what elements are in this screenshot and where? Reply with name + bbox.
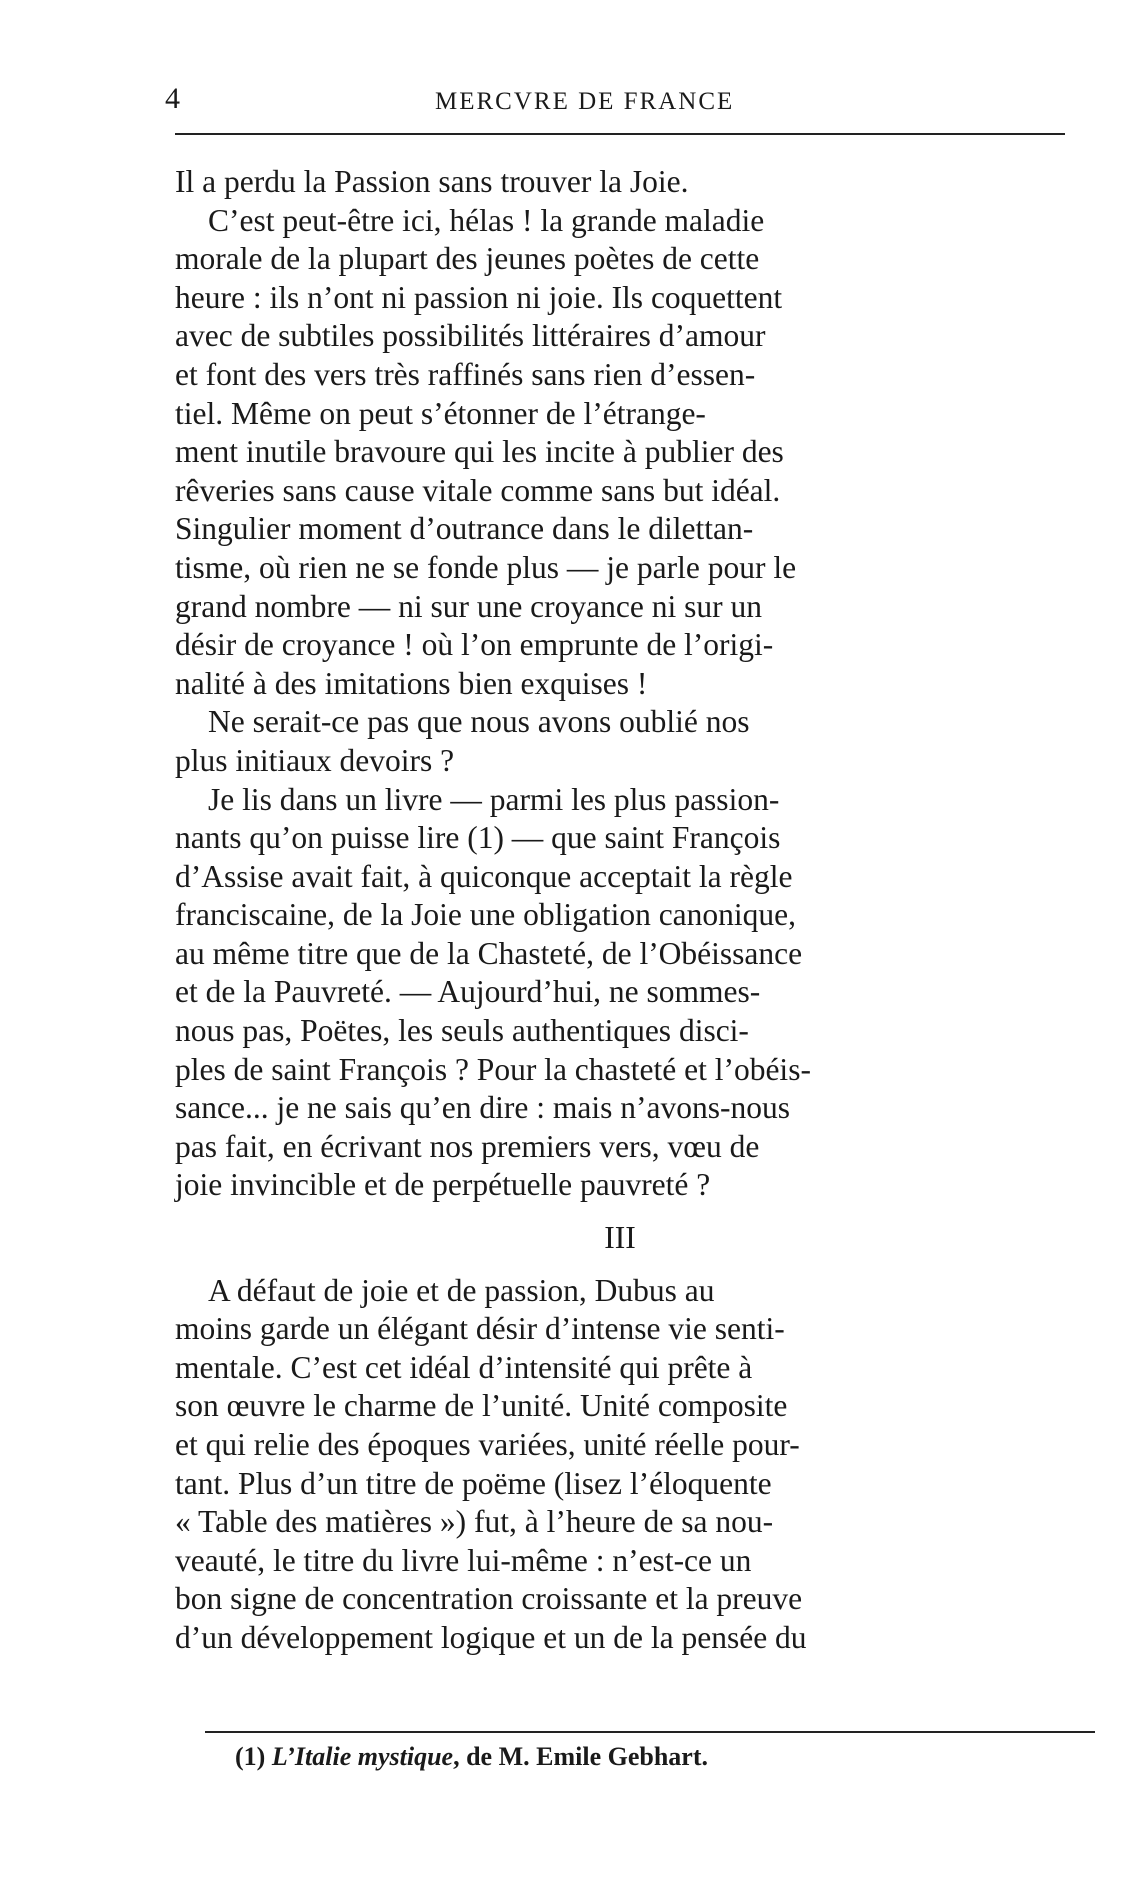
text-line: son œuvre le charme de l’unité. Unité composite bbox=[175, 1388, 788, 1424]
text-line: Il a perdu la Passion sans trouver la Joie. bbox=[175, 164, 689, 199]
footnote-text: , de M. Emile Gebhart. bbox=[453, 1742, 709, 1771]
text-line: pas fait, en écrivant nos premiers vers, vœu de bbox=[175, 1128, 760, 1164]
text-line: désir de croyance ! où l’on emprunte de l’origi- bbox=[175, 627, 774, 663]
text-line: tant. Plus d’un titre de poëme (lisez l’éloquente bbox=[175, 1465, 772, 1501]
header-rule bbox=[175, 133, 1065, 135]
section-heading: III bbox=[604, 1220, 636, 1256]
text-line: « Table des matières ») fut, à l’heure de sa nou- bbox=[175, 1504, 774, 1540]
text-line: sance... je ne sais qu’en dire : mais n’avons-nous bbox=[175, 1090, 790, 1126]
text-line: Singulier moment d’outrance dans le dilettan- bbox=[175, 511, 754, 547]
text-line: au même titre que de la Chasteté, de l’Obéissance bbox=[175, 935, 803, 971]
text-line: ment inutile bravoure qui les incite à publier des bbox=[175, 434, 784, 470]
text-line: C’est peut-être ici, hélas ! la grande maladie bbox=[208, 202, 765, 238]
text-line: tiel. Même on peut s’étonner de l’étrange- bbox=[175, 395, 706, 431]
text-line: nants qu’on puisse lire (1) — que saint François bbox=[175, 820, 781, 856]
text-line: d’un développement logique et un de la pensée du bbox=[175, 1619, 807, 1655]
text-line: d’Assise avait fait, à quiconque acceptait la règle bbox=[175, 858, 793, 894]
text-line: bon signe de concentration croissante et la preuve bbox=[175, 1581, 803, 1617]
section-gap bbox=[175, 1258, 1095, 1272]
text-line: veauté, le titre du livre lui-même : n’est-ce un bbox=[175, 1542, 752, 1578]
text-line: ples de saint François ? Pour la chasteté et l’obéis- bbox=[175, 1051, 811, 1087]
text-line: tisme, où rien ne se fonde plus — je parle pour le bbox=[175, 549, 797, 585]
text-line: nalité à des imitations bien exquises ! bbox=[175, 665, 648, 701]
footnote-title: L’Italie mystique bbox=[271, 1742, 454, 1771]
text-line: avec de subtiles possibilités littéraires d’amour bbox=[175, 318, 766, 354]
text-line: mentale. C’est cet idéal d’intensité qui prête à bbox=[175, 1349, 753, 1385]
page-number: 4 bbox=[165, 82, 180, 115]
page-header bbox=[165, 82, 1065, 122]
text-line: et qui relie des époques variées, unité réelle pour- bbox=[175, 1427, 800, 1462]
footnote-rule bbox=[205, 1731, 1095, 1733]
text-line: et font des vers très raffinés sans rien d’essen- bbox=[175, 356, 756, 392]
text-line: et de la Pauvreté. — Aujourd’hui, ne sommes- bbox=[175, 974, 761, 1010]
text-line: moins garde un élégant désir d’intense vie senti- bbox=[175, 1311, 785, 1347]
text-line: grand nombre — ni sur une croyance ni sur un bbox=[175, 588, 762, 624]
text-line: joie invincible et de perpétuelle pauvreté ? bbox=[175, 1167, 711, 1203]
text-line: Je lis dans un livre — parmi les plus passion- bbox=[208, 781, 780, 817]
text-line: A défaut de joie et de passion, Dubus au bbox=[208, 1272, 715, 1308]
text-line: heure : ils n’ont ni passion ni joie. Ils coquettent bbox=[175, 279, 783, 315]
section-gap bbox=[175, 1205, 1095, 1219]
running-title: MERCVRE DE FRANCE bbox=[435, 88, 735, 115]
text-line: morale de la plupart des jeunes poètes de cette bbox=[175, 241, 760, 277]
text-line: Ne serait-ce pas que nous avons oublié nos bbox=[208, 704, 750, 740]
body-text bbox=[175, 163, 1095, 1658]
text-line: plus initiaux devoirs ? bbox=[175, 742, 455, 778]
text-line: nous pas, Poëtes, les seuls authentiques disci- bbox=[175, 1013, 749, 1049]
text-line: rêveries sans cause vitale comme sans but idéal. bbox=[175, 472, 781, 508]
footnote-marker: (1) bbox=[235, 1742, 266, 1771]
footnote bbox=[235, 1740, 708, 1774]
text-line: franciscaine, de la Joie une obligation canonique, bbox=[175, 897, 797, 933]
